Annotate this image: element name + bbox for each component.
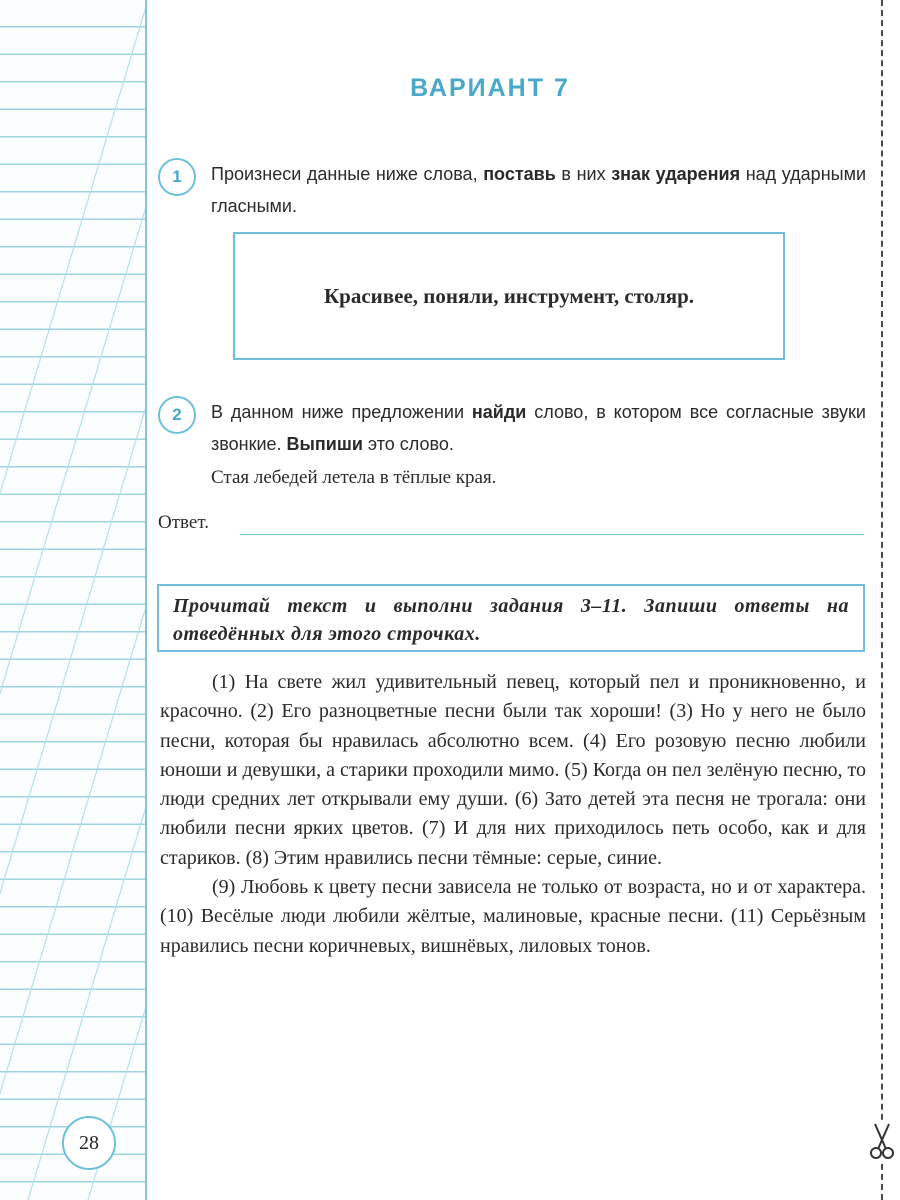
task-1-words: Красивее, поняли, инструмент, столяр.: [323, 283, 695, 308]
page-number: 28: [62, 1116, 116, 1170]
passage-paragraph-2: (9) Любовь к цвету песни зависела не только от возраста, но и от характера. (10) Весёлые люди любили жёлтые, малиновые, красные песни. (11) Серьёзным нравились песни коричневых, вишнёвых, лиловых тонов.: [160, 876, 866, 957]
task-1-number: 1: [158, 158, 196, 196]
instruction-box: [157, 584, 865, 652]
reading-passage: [160, 668, 866, 961]
task-2-number: 2: [158, 396, 196, 434]
task-2-sentence: Стая лебедей летела в тёплые края.: [211, 467, 497, 488]
task-1-text: Произнеси данные ниже слова, поставь в них знак ударения над ударными гласными.: [211, 164, 866, 216]
margin-line: [145, 0, 147, 1200]
instruction-text: Прочитай текст и выполни задания 3–11. Запиши ответы на отведённых для этого строчках.: [173, 595, 849, 645]
task-1-word-box: [233, 232, 785, 360]
scissors-icon: [867, 1120, 897, 1160]
task-2-text: В данном ниже предложении найди слово, в котором все согласные звуки звонкие. Выпиши это слово.: [211, 402, 866, 454]
page-title: ВАРИАНТ 7: [410, 74, 570, 102]
ruled-margin: [0, 0, 147, 1200]
passage-paragraph-1: (1) На свете жил удивительный певец, который пел и проникновенно, и красочно. (2) Его разноцветные песни были так хороши! (3) Но у него не было песни, которая бы нравилась абсолютно всем. (4) Его розовую песню любили юноши и девушки, а старики проходили мимо. (5) Когда он пел зелёную песню, то люди средних лет открывали ему души. (6) Зато детей эта песня не трогала: они любили песни ярких цветов. (7) И для них приходилось петь особо, как и для стариков. (8) Этим нравились песни тёмные: серые, синие.: [160, 671, 866, 869]
cut-line: [881, 0, 883, 1200]
slanted-lines: [0, 0, 147, 1200]
answer-label: Ответ.: [158, 512, 209, 533]
answer-input-line[interactable]: [240, 534, 864, 535]
